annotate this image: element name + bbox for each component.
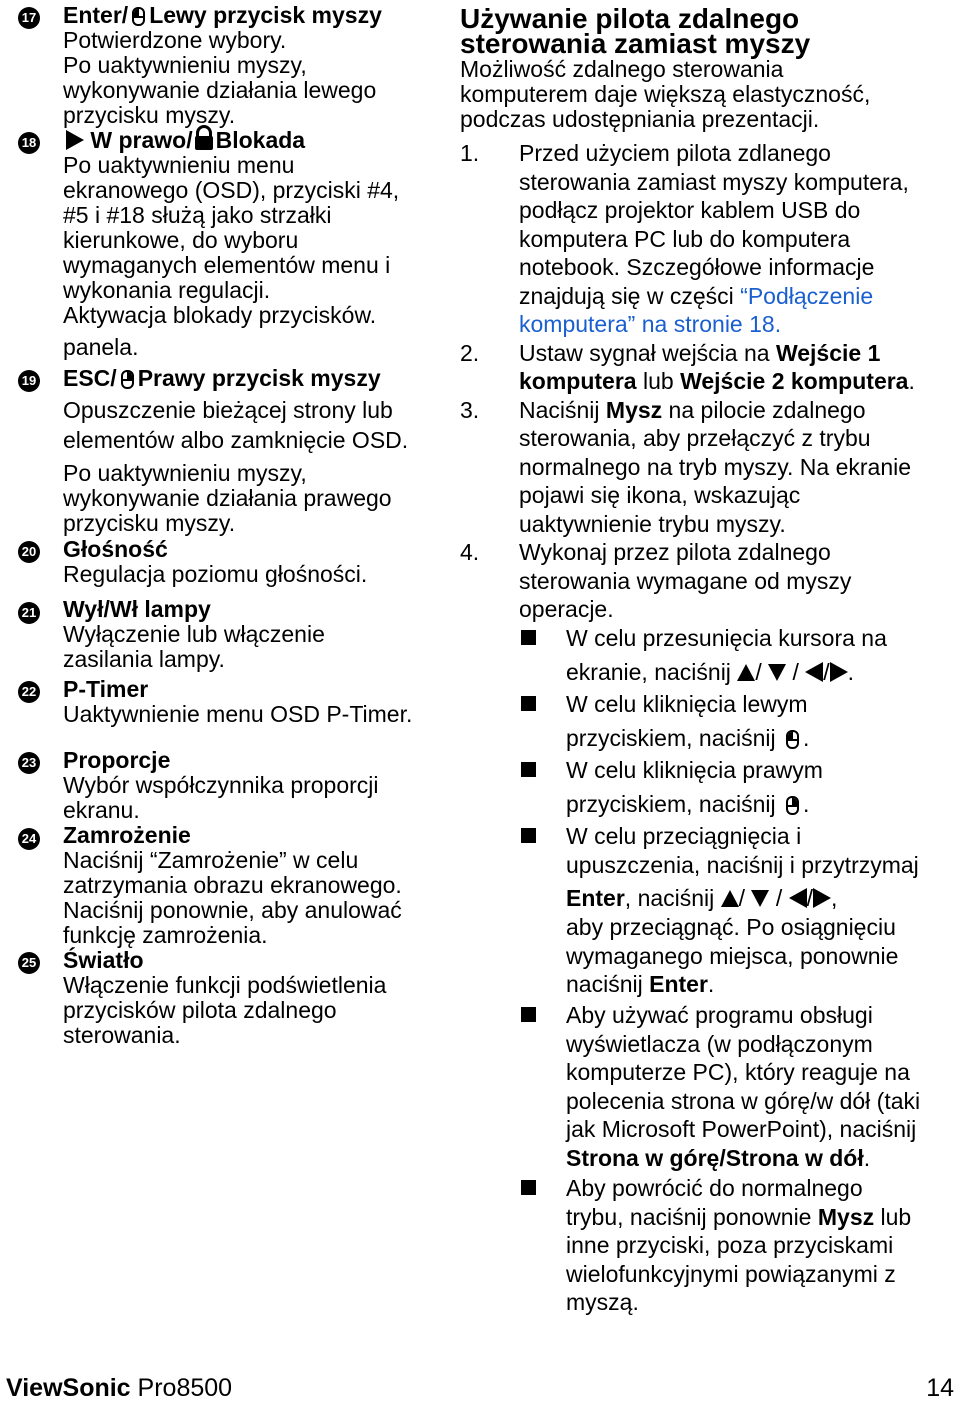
- enter-key-label: Enter: [566, 885, 625, 911]
- bullet-1-text: ekranie, naciśnij: [566, 659, 731, 685]
- step-3-text: na pilocie zdalnego: [662, 396, 866, 423]
- bullet-6-text: lub: [874, 1203, 912, 1230]
- item-21-line: Wyłączenie lub włączenie: [63, 621, 325, 647]
- step-1-line: komputera PC lub do komputera: [519, 225, 851, 252]
- item-21-line: zasilania lampy.: [63, 646, 225, 672]
- item-number-17: 17: [18, 7, 40, 29]
- model-name: Pro8500: [137, 1374, 233, 1402]
- item-18-line: Po uaktywnieniu menu: [63, 152, 295, 178]
- step-2-text: Ustaw sygnał wejścia na: [519, 339, 776, 366]
- item-25-line: przycisków pilota zdalnego: [63, 997, 337, 1023]
- intro-line: podczas udostępniania prezentacji.: [460, 106, 820, 132]
- step-number: 4.: [460, 539, 480, 565]
- bullet-5-line: [566, 1144, 870, 1173]
- step-2-line: [519, 339, 880, 368]
- item-18-line: #5 i #18 służą jako strzałki: [63, 202, 332, 228]
- item-19-line: Po uaktywnieniu myszy,: [63, 460, 307, 486]
- right-label: W prawo/: [90, 127, 193, 153]
- period: .: [803, 725, 810, 751]
- bullet-square: [521, 1180, 536, 1195]
- bullet-4-text: naciśnij: [566, 971, 650, 997]
- item-19-title: [63, 366, 381, 391]
- bullet-6-text: trybu, naciśnij ponownie: [566, 1203, 818, 1230]
- item-24-line: Naciśnij “Zamrożenie” w celu: [63, 847, 359, 873]
- bullet-square: [521, 828, 536, 843]
- arrow-down-icon: [751, 890, 769, 907]
- item-17-line: przycisku myszy.: [63, 102, 236, 128]
- period: .: [774, 311, 782, 337]
- bullet-6-line: inne przyciski, poza przyciskami: [566, 1232, 894, 1258]
- connection-link[interactable]: komputera” na stronie 18: [519, 311, 775, 337]
- bullet-2-line: W celu kliknięcia lewym: [566, 691, 808, 717]
- bullet-4-line: aby przeciągnąć. Po osiągnięciu: [566, 914, 896, 940]
- separator: /: [738, 885, 746, 911]
- step-4-line: sterowania wymagane od myszy: [519, 567, 852, 594]
- item-20-title: Głośność: [63, 536, 168, 562]
- item-number-23: 23: [18, 752, 40, 774]
- bullet-5-line: komputerze PC), który reaguje na: [566, 1059, 910, 1085]
- item-25-line: sterowania.: [63, 1022, 181, 1048]
- step-number: 1.: [460, 140, 480, 166]
- item-18-line: kierunkowe, do wyboru: [63, 227, 299, 253]
- page-number: 14: [926, 1374, 954, 1402]
- step-2-line: [519, 367, 915, 396]
- intro-line: komputerem daje większą elastyczność,: [460, 81, 871, 107]
- item-19-line: wykonywanie działania prawego: [63, 485, 392, 511]
- item-22-title: P-Timer: [63, 676, 149, 702]
- bullet-4-line: wymaganego miejsca, ponownie: [566, 942, 899, 969]
- mouse-key-label: Mysz: [817, 1203, 875, 1230]
- item-25-title: Światło: [63, 947, 144, 973]
- bullet-4-line: upuszczenia, naciśnij i przytrzymaj: [566, 852, 919, 878]
- bullet-5-line: wyświetlacza (w podłączonym: [566, 1030, 873, 1057]
- item-number-25: 25: [18, 952, 40, 974]
- input-1-label: komputera: [519, 368, 637, 394]
- item-number-19: 19: [18, 370, 40, 392]
- intro-line: Możliwość zdalnego sterowania: [460, 56, 784, 82]
- step-4-line: operacje.: [519, 596, 614, 622]
- enter-key-label: Enter: [649, 971, 708, 997]
- arrow-left-icon: [789, 888, 807, 908]
- section-title: sterowania zamiast myszy: [460, 28, 811, 59]
- period: .: [863, 1144, 871, 1171]
- item-number-21: 21: [18, 602, 40, 624]
- item-22-line: Uaktywnienie menu OSD P-Timer.: [63, 701, 413, 727]
- item-20-line: Regulacja poziomu głośności.: [63, 561, 368, 587]
- item-24-line: Naciśnij ponownie, aby anulować: [63, 897, 402, 923]
- item-number-22: 22: [18, 681, 40, 703]
- item-23-line: Wybór współczynnika proporcji: [63, 772, 379, 798]
- item-21-title: Wył/Wł lampy: [63, 596, 211, 622]
- mouse-left-icon: [786, 730, 799, 749]
- connection-link[interactable]: “Podłączenie: [740, 282, 874, 309]
- page-up-label: Strona w górę: [566, 1144, 720, 1171]
- step-1-line: notebook. Szczegółowe informacje: [519, 254, 875, 280]
- item-18-title: [66, 128, 305, 153]
- separator: /: [755, 659, 762, 685]
- item-18-line: Aktywacja blokady przycisków.: [63, 302, 377, 328]
- bullet-4-line: W celu przeciągnięcia i: [566, 823, 802, 849]
- separator: /: [806, 885, 814, 911]
- bullet-5-line: jak Microsoft PowerPoint), naciśnij: [566, 1116, 917, 1142]
- item-24-line: zatrzymania obrazu ekranowego.: [63, 872, 402, 898]
- step-1-line: sterowania zamiast myszy komputera,: [519, 168, 909, 195]
- bullet-1-line: [566, 658, 854, 687]
- separator: /: [775, 885, 783, 911]
- bullet-4-line: [566, 970, 714, 999]
- bullet-square: [521, 762, 536, 777]
- bullet-4-text: , naciśnij: [624, 885, 715, 911]
- step-4-line: Wykonaj przez pilota zdalnego: [519, 539, 831, 565]
- bullet-5-line: polecenia strona w górę/w dół (taki: [566, 1087, 921, 1114]
- arrow-right-icon: [830, 662, 848, 682]
- item-number-20: 20: [18, 541, 40, 563]
- bullet-3-line: W celu kliknięcia prawym: [566, 757, 823, 783]
- bullet-square: [521, 630, 536, 645]
- item-17-line: wykonywanie działania lewego: [63, 77, 377, 103]
- item-24-line: funkcję zamrożenia.: [63, 922, 268, 948]
- item-23-line: ekranu.: [63, 797, 140, 823]
- item-number-18: 18: [18, 132, 40, 154]
- lock-label: Blokada: [215, 127, 306, 153]
- bullet-3-text: przyciskiem, naciśnij: [566, 791, 776, 817]
- bullet-6-line: [566, 1203, 911, 1232]
- step-1-text: znajdują się w części: [519, 282, 741, 309]
- arrow-right-icon: [813, 888, 831, 908]
- step-3-line: normalnego na tryb myszy. Na ekranie: [519, 453, 912, 480]
- item-25-line: Włączenie funkcji podświetlenia: [63, 972, 387, 998]
- item-19-line: elementów albo zamknięcie OSD.: [63, 427, 409, 453]
- separator: /: [823, 659, 830, 685]
- bullet-4-line: [566, 884, 837, 913]
- separator: /: [792, 659, 799, 685]
- bullet-1-line: W celu przesunięcia kursora na: [566, 625, 887, 651]
- input-2-label: Wejście 2 komputera: [680, 368, 909, 394]
- step-1-line: Przed użyciem pilota zdlanego: [519, 140, 831, 166]
- step-1-line: [519, 310, 781, 339]
- step-number: 2.: [460, 339, 480, 366]
- item-19-line: Opuszczenie bieżącej strony lub: [63, 397, 393, 423]
- period: .: [847, 659, 855, 685]
- period: .: [803, 791, 810, 817]
- mouse-key-label: Mysz: [605, 396, 663, 423]
- comma: ,: [831, 885, 838, 911]
- footer: [6, 1374, 232, 1402]
- step-number: 3.: [460, 396, 480, 423]
- arrow-right-icon: [66, 130, 84, 150]
- bullet-3-line: [566, 790, 809, 819]
- step-1-line: podłącz projektor kablem USB do: [519, 197, 861, 223]
- bullet-2-text: przyciskiem, naciśnij: [566, 725, 776, 751]
- bullet-6-line: wielofunkcyjnymi powiązanymi z: [566, 1260, 896, 1287]
- mouse-right-icon: [786, 796, 799, 815]
- esc-label: ESC/: [63, 365, 117, 391]
- step-2-text: lub: [636, 368, 681, 394]
- item-18-line: panela.: [63, 334, 139, 360]
- arrow-down-icon: [768, 664, 786, 681]
- arrow-up-icon: [737, 664, 755, 681]
- brand-name: ViewSonic: [6, 1374, 131, 1402]
- lock-icon: [195, 136, 213, 150]
- period: .: [707, 971, 715, 997]
- item-17-line: Potwierdzone wybory.: [63, 27, 287, 53]
- bullet-6-line: Aby powrócić do normalnego: [566, 1175, 863, 1201]
- step-3-line: pojawi się ikona, wskazując: [519, 482, 801, 508]
- item-24-title: Zamrożenie: [63, 822, 191, 848]
- section-title: Używanie pilota zdalnego: [460, 3, 800, 34]
- item-18-line: wymaganych elementów menu i: [63, 252, 391, 278]
- item-18-line: ekranowego (OSD), przyciski #4,: [63, 177, 400, 203]
- item-17-line: Po uaktywnieniu myszy,: [63, 52, 307, 78]
- bullet-6-line: myszą.: [566, 1289, 639, 1315]
- item-number-24: 24: [18, 828, 40, 850]
- step-3-line: [519, 396, 866, 425]
- arrow-left-icon: [805, 662, 823, 682]
- input-1-label: Wejście 1: [775, 339, 881, 366]
- step-3-line: uaktywnienie trybu myszy.: [519, 510, 786, 537]
- item-18-line: wykonania regulacji.: [63, 277, 271, 303]
- arrow-up-icon: [721, 890, 739, 907]
- bullet-square: [521, 696, 536, 711]
- right-click-label: Prawy przycisk myszy: [137, 365, 381, 391]
- separator: /: [719, 1144, 726, 1171]
- page-down-label: Strona w dół: [725, 1144, 864, 1171]
- bullet-square: [521, 1007, 536, 1022]
- bullet-5-line: Aby używać programu obsługi: [566, 1002, 873, 1028]
- step-3-line: sterowania, aby przełączyć z trybu: [519, 425, 871, 451]
- step-3-text: Naciśnij: [519, 396, 606, 423]
- step-1-line: [519, 282, 873, 311]
- item-17-title: [63, 3, 382, 28]
- period: .: [908, 368, 915, 394]
- item-23-title: Proporcje: [63, 747, 171, 773]
- left-click-label: Lewy przycisk myszy: [149, 2, 382, 28]
- enter-label: Enter/: [63, 2, 129, 28]
- bullet-2-line: [566, 724, 809, 753]
- item-19-line: przycisku myszy.: [63, 510, 236, 536]
- mouse-left-icon: [132, 7, 145, 26]
- mouse-right-icon: [121, 370, 134, 389]
